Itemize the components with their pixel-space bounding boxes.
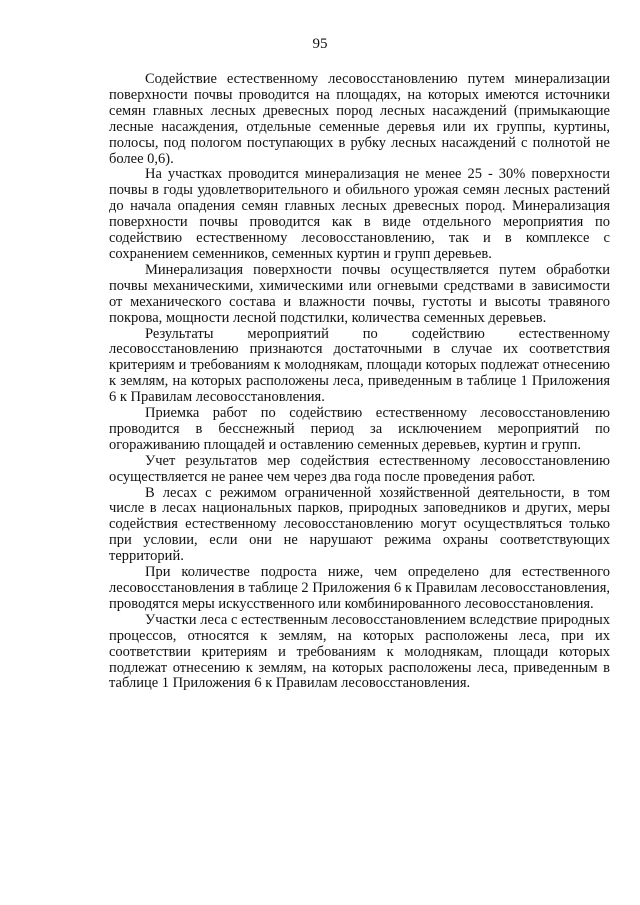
paragraph-results-criteria: Результаты мероприятий по содействию естественному лесовосстановлению признаются достаточными в случае их соответствия критериям и требованиям к молоднякам, площади которых подлежат отнесению к землям, на которых расположены леса, приведенным в таблице 1 Приложения 6 к Правилам лесовосстановления. bbox=[109, 325, 610, 406]
paragraph-mineralization-methods: Минерализация поверхности почвы осуществляется путем обработки почвы механическими, химическими или огневыми средствами в зависимости от механического состава и влажности почвы, густоты и высоты травяного покрова, мощности лесной подстилки, количества семенных деревьев. bbox=[109, 261, 610, 326]
paragraph-mineralization-plots: На участках проводится минерализация не менее 25 - 30% поверхности почвы в годы удовлетворительного и обильного урожая семян лесных растений до начала опадения семян главных лесных древесных пород. Минерализация поверхности почвы проводится как в виде отдельного мероприятия по содействию естественному лесовосстановлению, так и в комплексе с сохранением семенников, семенных куртин и групп деревьев. bbox=[109, 166, 610, 262]
paragraph-natural-regeneration-plots: Участки леса с естественным лесовосстановлением вследствие природных процессов, относятся к землям, на которых расположены леса, при их соответствии критериям и требованиям к молоднякам, площади которых подлежат отнесению к землям, на которых расположены леса, приведенным в таблице 1 Приложения 6 к Правилам лесовосстановления. bbox=[109, 611, 610, 692]
page-number: 95 bbox=[312, 36, 328, 52]
paragraph-soil-mineralization: Содействие естественному лесовосстановлению путем минерализации поверхности почвы проводится на площадях, на которых имеются источники семян главных лесных древесных пород лесных насаждений (примыкающие лесные насаждения, отдельные семенные деревья или их группы, куртины, полосы, под пологом поступающих в рубку лесных насаждений с полнотой не более 0,6). bbox=[109, 71, 610, 167]
body-text bbox=[109, 72, 610, 692]
paragraph-restricted-forests: В лесах с режимом ограниченной хозяйственной деятельности, в том числе в лесах национальных парков, природных заповедников и других, меры содействия естественному лесовосстановлению могут осуществляться только при условии, если они не нарушают режима охраны соответствующих территорий. bbox=[109, 484, 610, 565]
paragraph-work-acceptance: Приемка работ по содействию естественному лесовосстановлению проводится в бесснежный период за исключением мероприятий по огораживанию площадей и оставлению семенных деревьев, куртин и групп. bbox=[109, 405, 610, 453]
paragraph-undergrowth-shortage: При количестве подроста ниже, чем определено для естественного лесовосстановления в таблице 2 Приложения 6 к Правилам лесовосстановления, проводятся меры искусственного или комбинированного лесовосстановления. bbox=[109, 564, 610, 612]
paragraph-results-accounting: Учет результатов мер содействия естественному лесовосстановлению осуществляется не ранее чем через два года после проведения работ. bbox=[109, 452, 610, 485]
